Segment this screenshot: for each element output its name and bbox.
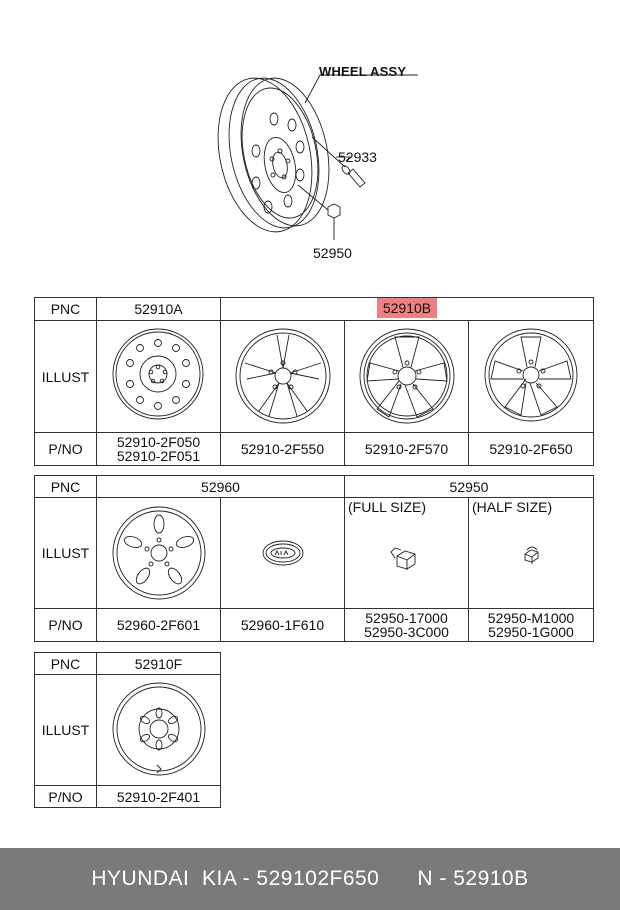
footer-text: HYUNDAI KIA - 529102F650 N - 52910B — [91, 867, 529, 890]
pno-half-size-nut — [469, 609, 594, 642]
pno-2f570: 52910-2F570 — [345, 433, 469, 466]
footer-pnc: 52910B — [453, 867, 529, 890]
illust-half-size-nut — [469, 498, 594, 609]
row-label-pnc: PNC — [35, 476, 97, 498]
wheel-assembly-diagram — [200, 55, 460, 270]
row-label-illust: ILLUST — [35, 498, 97, 609]
footer-bar — [0, 848, 620, 910]
alloy-wheel-2f570-illust — [345, 321, 469, 432]
row-label-illust: ILLUST — [35, 675, 97, 786]
pnc-52910b-cell — [221, 298, 594, 321]
pno-52960-1f610: 52960-1F610 — [221, 609, 345, 642]
alloy-wheel-2f650-illust — [469, 321, 594, 432]
half-size-label: (HALF SIZE) — [472, 499, 553, 515]
illust-steel-wheel — [97, 321, 221, 433]
pno-line: 52950-1G000 — [488, 624, 574, 640]
illust-alloy-2f650 — [469, 321, 594, 433]
pnc-52910f: 52910F — [97, 653, 221, 675]
pno-52910a — [97, 433, 221, 466]
illust-center-cap — [221, 498, 345, 609]
callout-52933: 52933 — [338, 149, 377, 165]
pno-full-size-nut — [345, 609, 469, 642]
callout-52950: 52950 — [313, 245, 352, 261]
pno-line: 52950-17000 — [365, 610, 448, 626]
row-label-pno: P/NO — [35, 609, 97, 642]
pnc-52950: 52950 — [345, 476, 594, 498]
table-covers-nuts — [34, 475, 594, 642]
footer-part-number: 529102F650 — [256, 867, 380, 890]
full-size-label: (FULL SIZE) — [348, 499, 427, 515]
wheel-cover-illust — [97, 498, 221, 608]
pnc-52910a: 52910A — [97, 298, 221, 321]
illust-alloy-2f570 — [345, 321, 469, 433]
pno-line: 52910-2F051 — [116, 448, 201, 464]
steel-wheel-illust — [97, 321, 221, 432]
row-label-pno: P/NO — [35, 433, 97, 466]
pnc-52910b-highlight[interactable]: 52910B — [377, 298, 437, 318]
assembly-title: WHEEL ASSY — [319, 64, 407, 79]
pnc-52960: 52960 — [97, 476, 345, 498]
table-spare-wheel — [34, 652, 221, 808]
row-label-pnc: PNC — [35, 298, 97, 321]
alloy-wheel-2f550-illust — [221, 321, 345, 432]
pno-52910-2f401: 52910-2F401 — [97, 786, 221, 808]
illust-wheel-cover — [97, 498, 221, 609]
footer-brand: HYUNDAI KIA — [91, 867, 237, 890]
pno-2f550: 52910-2F550 — [221, 433, 345, 466]
kia-center-cap-illust — [221, 498, 345, 608]
table-wheels — [34, 297, 594, 466]
pno-line: 52950-M1000 — [487, 610, 575, 626]
spare-wheel-illust — [97, 675, 221, 785]
illust-spare-wheel — [97, 675, 221, 786]
illust-full-size-nut — [345, 498, 469, 609]
wheel-assembly-drawing — [200, 55, 460, 270]
pno-line: 52950-3C000 — [364, 624, 449, 640]
row-label-pno: P/NO — [35, 786, 97, 808]
row-label-illust: ILLUST — [35, 321, 97, 433]
pno-52960-2f601: 52960-2F601 — [97, 609, 221, 642]
illust-alloy-2f550 — [221, 321, 345, 433]
pno-2f650: 52910-2F650 — [469, 433, 594, 466]
row-label-pnc: PNC — [35, 653, 97, 675]
pno-line: 52910-2F050 — [116, 434, 201, 450]
